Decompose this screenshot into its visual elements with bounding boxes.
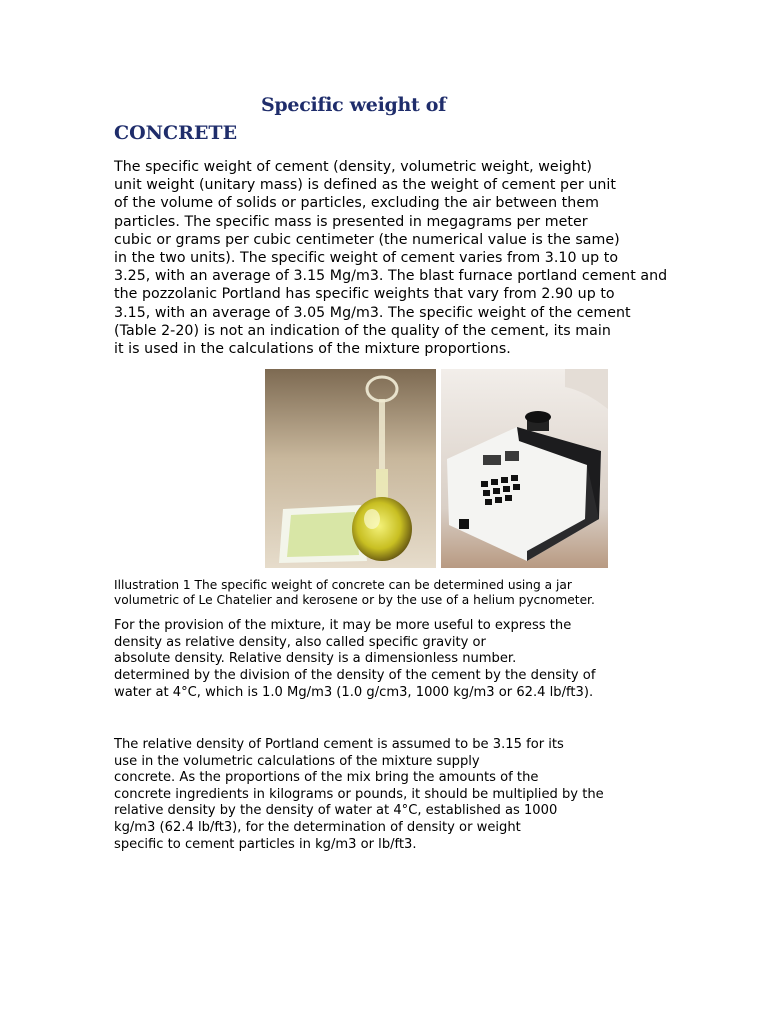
text-line: unit weight (unitary mass) is defined as the weight of cement per unit xyxy=(114,177,617,194)
text-line: density as relative density, also called specific gravity or xyxy=(114,634,486,650)
text-line: The relative density of Portland cement is assumed to be 3.15 for its xyxy=(114,737,564,752)
caption-line: volumetric of Le Chatelier and kerosene or by the use of a helium pycnometer. xyxy=(114,592,595,607)
text-line: of the volume of solids or particles, excluding the air between them xyxy=(114,195,599,212)
paragraph-portland-cement xyxy=(114,737,604,853)
text-line: determined by the division of the density of the cement by the density of xyxy=(114,668,596,684)
page-title-line-1: Specific weight of xyxy=(261,94,447,116)
text-line: (Table 2-20) is not an indication of the quality of the cement, its main xyxy=(114,322,611,339)
caption-line: Illustration 1 The specific weight of concrete can be determined using a jar xyxy=(114,578,572,592)
text-line: absolute density. Relative density is a dimensionless number. xyxy=(114,651,517,667)
helium-pycnometer-photo xyxy=(441,369,608,568)
text-line: specific to cement particles in kg/m3 or lb/ft3. xyxy=(114,836,417,852)
text-line: concrete. As the proportions of the mix bring the amounts of the xyxy=(114,770,539,786)
text-line: concrete ingredients in kilograms or pounds, it should be multiplied by the xyxy=(114,786,604,802)
text-line: The specific weight of cement (density, volumetric weight, weight) xyxy=(114,159,592,175)
le-chatelier-flask-photo xyxy=(265,369,436,568)
illustration-figure xyxy=(265,369,608,568)
text-line: kg/m3 (62.4 lb/ft3), for the determination of density or weight xyxy=(114,819,521,835)
text-line: relative density by the density of water at 4°C, established as 1000 xyxy=(114,803,558,819)
text-line: the pozzolanic Portland has specific weights that vary from 2.90 up to xyxy=(114,286,615,303)
text-line: use in the volumetric calculations of the mixture supply xyxy=(114,753,480,769)
paragraph-specific-weight xyxy=(114,158,667,358)
text-line: water at 4°C, which is 1.0 Mg/m3 (1.0 g/cm3, 1000 kg/m3 or 62.4 lb/ft3). xyxy=(114,684,594,700)
text-line: 3.15, with an average of 3.05 Mg/m3. The specific weight of the cement xyxy=(114,304,631,321)
text-line: For the provision of the mixture, it may be more useful to express the xyxy=(114,618,572,633)
text-line: 3.25, with an average of 3.15 Mg/m3. The blast furnace portland cement and xyxy=(114,268,668,285)
page-title-line-2: CONCRETE xyxy=(114,122,238,144)
text-line: it is used in the calculations of the mixture proportions. xyxy=(114,341,511,358)
text-line: particles. The specific mass is presented in megagrams per meter xyxy=(114,213,588,230)
text-line: in the two units). The specific weight of cement varies from 3.10 up to xyxy=(114,250,619,267)
text-line: cubic or grams per cubic centimeter (the numerical value is the same) xyxy=(114,231,620,248)
paragraph-relative-density xyxy=(114,618,595,702)
figure-caption xyxy=(114,578,595,607)
